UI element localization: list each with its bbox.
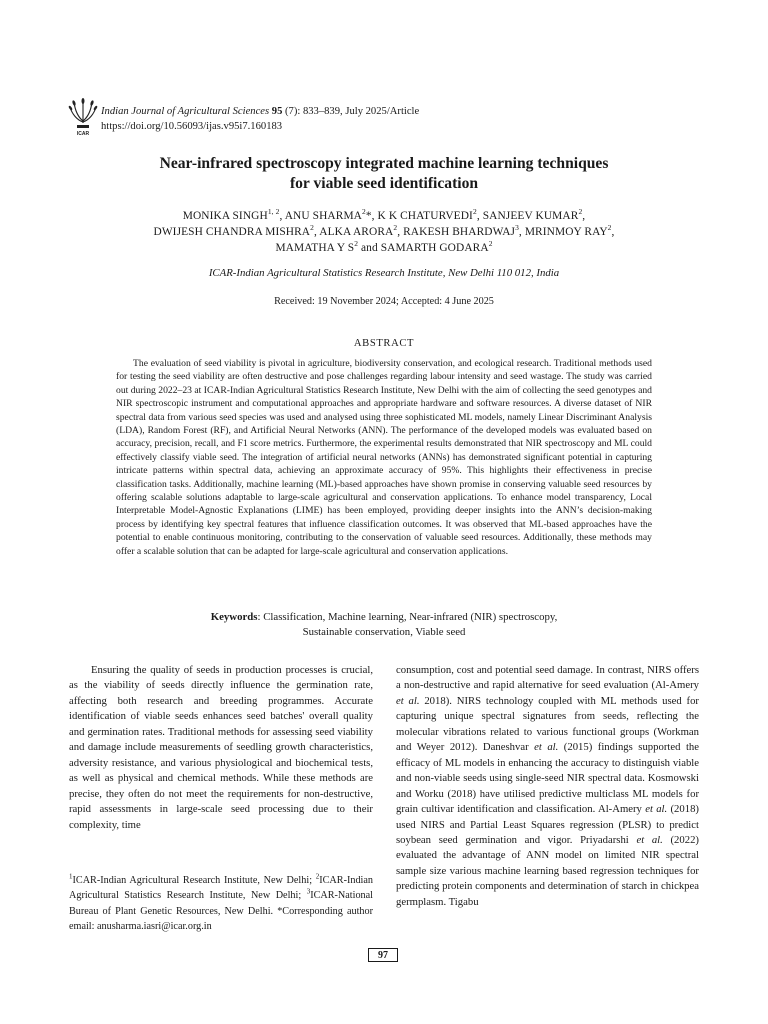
page-number: 97 [368,948,398,962]
article-title [60,154,708,194]
authors-line-1: MONIKA SINGH$^{1, 2}$, ANU SHARMA$^2$*, K K CHATURVEDI$^2$, SANJEEV KUMAR$^2$, [182,207,586,222]
keywords-line-1: Keywords: Classification, Machine learning, Near-infrared (NIR) spectroscopy, [210,611,558,623]
journal-header [68,95,708,139]
title-line-1: Near-infrared spectroscopy integrated machine learning techniques [159,155,609,172]
journal-name: Indian Journal of Agricultural Sciences [101,106,270,117]
body-right-column: consumption, cost and potential seed damage. In contrast, NIRS offers a non-destructive and rapid alternative for seed evaluation (Al-Amery et al. 2018). NIRS technology coupled with ML methods used for capturing unique spectral signatures from seeds, reflecting the molecular vibrations related to various functional groups (Workman and Weyer 2012). Daneshvar et al. (2015) findings supported the efficacy of ML models in enhancing the accuracy to distinguish viable and non-viable seeds using single-seed NIR spectral data. Kosmowski and Worku (2018) have utilised predictive multiclass ML models for grain cultivar identification and classification. Al-Amery et al. (2018) used NIRS and Partial Least Squares regression (PLSR) to predict soybean seed germination and vigor. Priyadarshi et al. (2022) evaluated the advantage of ANN model on limited NIR spectral sample size various machine learning based regression techniques for predicting protein components and determination of starch in chickpea germplasm. Tigabu [396,664,699,908]
keywords-label: Keywords [210,611,258,623]
affiliation-footnote: $^1$ICAR-Indian Agricultural Research Institute, New Delhi; $^2$ICAR-Indian Agricultural Statistics Research Institute, New Delhi; $^3$ICAR-National Bureau of Plant Genetic Resources, New Delhi. *Corresponding author email: anusharma.iasri@icar.org.in [69,872,373,933]
author-affiliation: ICAR-Indian Agricultural Statistics Research Institute, New Delhi 110 012, India [208,267,560,279]
received-accepted-dates: Received: 19 November 2024; Accepted: 4 June 2025 [274,296,494,307]
svg-text:ICAR: ICAR [76,131,90,137]
keywords-line-2: Sustainable conservation, Viable seed [302,626,466,638]
journal-citation [101,105,419,118]
abstract-text: The evaluation of seed viability is pivotal in agriculture, biodiversity conservation, and ecological research. Traditional methods used for testing the seed viability are often destructive and pose challenges regarding labour intensity and seed wastage. The study was carried out during 2022–23 at ICAR-Indian Agricultural Statistics Research Institute, New Delhi with the aim of collecting the seed genotypes and NIR spectroscopic instrument and computational approaches and appropriate hardware and software resources. A diverse dataset of NIR spectral data from various seed species was used and analysed using three sophisticated ML models, namely Linear Discriminant Analysis (LDA), Random Forest (RF), and Artificial Neural Networks (ANN). The performance of the developed models was evaluated based on accuracy, precision, recall, and F1 score metrics. Furthermore, the experimental results demonstrated that NIR spectroscopy and ML could effectively classify viable seed. The integration of artificial neural networks (ANNs) has demonstrated significant potential in capturing intricate patterns within spectral data, achieving an approximate accuracy of 95%. This highlights their effectiveness in precise classification tasks. Additionally, machine learning (ML)-based approaches have shown promise in conserving valuable seed resources by offering scalable solutions adaptable to large-scale agricultural and conservation applications. To enhance model transparency, Local Interpretable Model-Agnostic Explanations (LIME) has been employed, providing deeper insights into the ANN’s decision-making process by identifying key spectral features that influence classification outcomes. It was observed that ML-based approaches have the potential to enable continuous monitoring, contributing to the conservation of valuable seed resources. Additionally, these methods may offer a scalable solution that can be adapted for large-scale agricultural and conservation applications. [116,358,652,557]
authors-line-3: MAMATHA Y $S^2$ and SAMARTH GODARA$^2$ [275,239,493,254]
author-list [60,208,708,256]
abstract-heading: ABSTRACT [353,338,415,349]
doi-link[interactable]: https://doi.org/10.56093/ijas.v95i7.160183 [101,121,283,132]
title-line-2: for viable seed identification [289,175,479,192]
body-left-column: Ensuring the quality of seeds in production processes is crucial, as the viability of seeds directly influence the germination rate, affecting both research and breeding programmes. Accurate identification of viable seeds enhances seed batches' overall quality and germination rates. Traditional methods for assessing seed viability and damage include measurements of seedling growth characteristics, adversity resistance, and various physiological and biochemical tests, as well as physical and chemical methods. While these methods are precise, they often do not meet the requirements for non-destructive, rapid assessments in large-scale seed processing due to their complexity, time [69,664,373,831]
keywords [116,610,652,640]
journal-issue-pages: (7): 833–839, July 2025/Article [282,106,420,117]
icar-wheat-logo [68,95,98,137]
journal-volume: 95 [271,106,283,117]
authors-line-2: DWIJESH CHANDRA MISHRA$^2$, ALKA ARORA$^2$, RAKESH BHARDWAJ$^3$, MRINMOY RAY$^2$, [153,223,615,238]
